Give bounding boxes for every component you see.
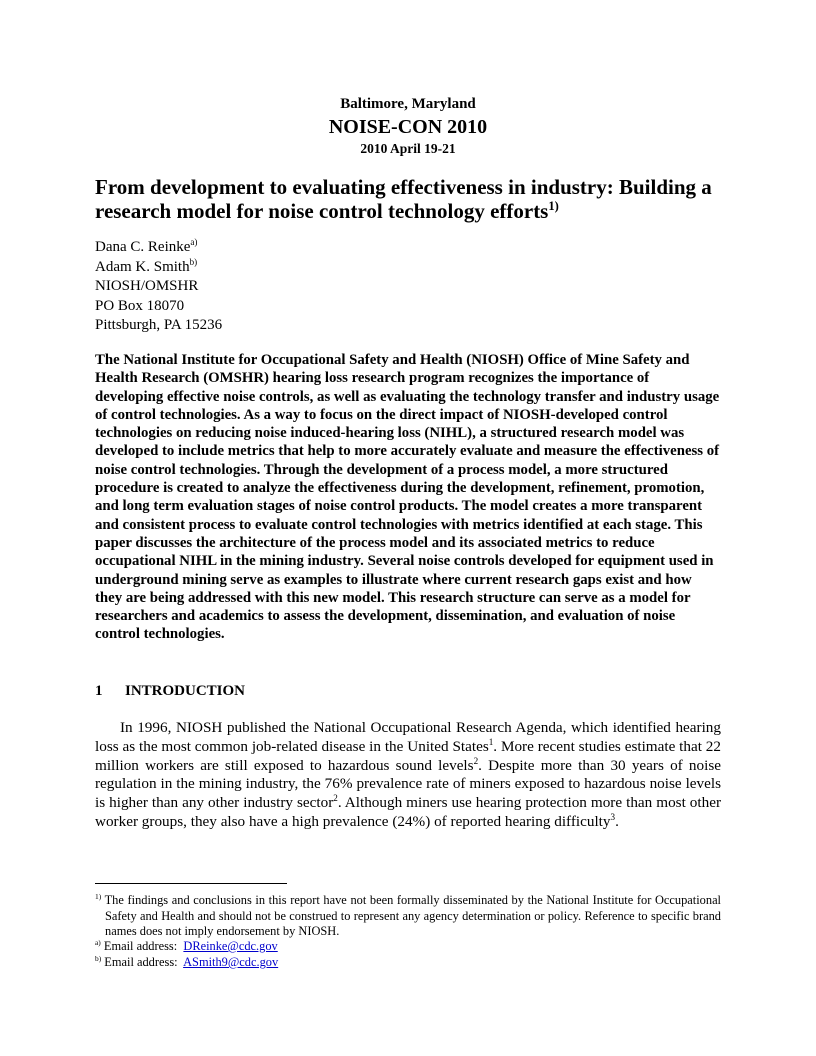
paper-title-text: From development to evaluating effectiveness in industry: Building a research model for noise control technology efforts	[95, 175, 712, 223]
paper-title	[95, 175, 721, 223]
section-title: INTRODUCTION	[125, 683, 246, 699]
intro-text: . Although miners use hearing protection more than most other worker groups, they also have a high prevalence (24%) of reported hearing difficulty	[95, 794, 721, 830]
footnote-disclaimer	[95, 893, 721, 940]
conference-dates: 2010 April 19-21	[360, 141, 456, 156]
email-link-reinke[interactable]: DReinke@cdc.gov	[183, 939, 278, 953]
section-heading	[95, 683, 245, 700]
intro-text: In 1996, NIOSH published the National Occupational Research Agenda, which identified hearing loss as the most common job-related disease in the United States	[95, 719, 721, 755]
title-footnote-marker: 1)	[548, 199, 559, 213]
footnote-marker: b)	[95, 953, 102, 963]
citation-marker: 2	[333, 793, 338, 804]
section-number: 1	[95, 683, 103, 699]
footnote-email-1	[95, 939, 721, 955]
abstract: The National Institute for Occupational Safety and Health (NIOSH) Office of Mine Safety and Health Research (OMSHR) hearing loss research program recognizes the importance of developing effective noise controls, as well as evaluating the technology transfer and industry usage of control technologies. As a way to focus on the direct impact of NIOSH-developed control technologies on reducing noise induced-hearing loss (NIHL), a structured research model was developed to include metrics that help to more accurately evaluate and measure the effectiveness of noise control technologies. Through the development of a process model, a more structured procedure is created to analyze the effectiveness during the development, refinement, promotion, and long term evaluation stages of noise control products. The model creates a more transparent and consistent process to evaluate control technologies with metrics identified at each stage. This paper discusses the architecture of the process model and its associated metrics to reduce occupational NIHL in the mining industry. Several noise controls developed for equipment used in underground mining serve as examples to illustrate where current research gaps exist and how they are being addressed with this new model. This research structure can serve as a model for researchers and academics to assess the development, dissemination, and evaluation of noise control technologies.	[95, 352, 720, 643]
address-line-2: Pittsburgh, PA 15236	[95, 317, 223, 333]
author-1-marker: a)	[190, 237, 198, 247]
introduction-paragraph	[95, 719, 721, 832]
footnote-marker: 1)	[95, 891, 102, 901]
conference-name: NOISE-CON 2010	[328, 116, 488, 138]
email-label: Email address:	[104, 955, 178, 969]
intro-text: . More recent studies estimate that 22 million workers are still exposed to hazardous sound levels	[95, 737, 721, 774]
conference-location: Baltimore, Maryland	[340, 96, 476, 112]
intro-text: .	[615, 812, 619, 830]
citation-marker: 3	[610, 811, 616, 822]
author-2	[95, 258, 222, 278]
author-2-marker: b)	[189, 256, 198, 267]
email-label: Email address:	[103, 939, 178, 953]
citation-marker: 1	[488, 736, 494, 747]
footnote-marker: a)	[95, 937, 101, 947]
footnote-divider	[95, 883, 287, 884]
footnote-email-2	[95, 955, 721, 971]
author-2-name: Adam K. Smith	[95, 258, 190, 275]
email-link-smith[interactable]: ASmith9@cdc.gov	[183, 955, 279, 969]
address-line-1: PO Box 18070	[95, 297, 185, 314]
intro-text: . Despite more than 30 years of noise regulation in the mining industry, the 76% prevalence rate of miners exposed to hazardous noise levels is higher than any other industry sector	[95, 756, 721, 812]
author-1	[95, 238, 222, 258]
affiliation: NIOSH/OMSHR	[95, 278, 199, 294]
author-block	[95, 238, 222, 336]
footnote-text: The findings and conclusions in this report have not been formally disseminated by the National Institute for Occupational Safety and Health and should not be construed to represent any agency determination or policy. Reference to specific brand names does not imply endorsement by NIOSH.	[104, 893, 722, 938]
author-1-name: Dana C. Reinke	[95, 239, 191, 255]
citation-marker: 2	[473, 755, 479, 766]
